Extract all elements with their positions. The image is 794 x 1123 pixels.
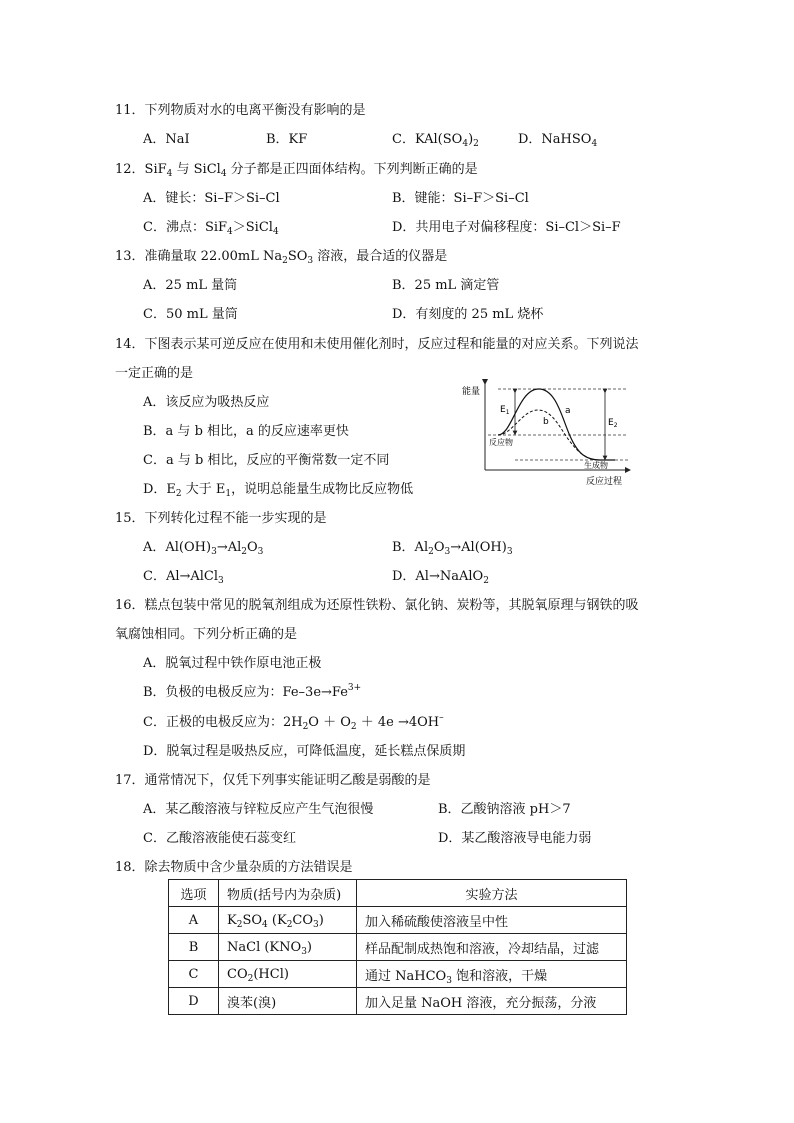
curve-a-label: a — [565, 406, 571, 416]
q14-stem-line1: 14．下图表示某可逆反应在使用和未使用催化剂时，反应过程和能量的对应关系。下列说法 — [115, 337, 639, 352]
q16-stem-line2: 氧腐蚀相同。下列分析正确的是 — [115, 627, 298, 642]
q14-option-d: D．$E_2$ 大于 $E_1$，说明总能量生成物比反应物低 — [143, 482, 414, 499]
x-axis-label: 反应过程 — [586, 477, 623, 487]
q11-stem: 11．下列物质对水的电离平衡没有影响的是 — [115, 103, 366, 118]
row-option: B — [169, 934, 219, 961]
q16-stem-line1: 16．糕点包装中常见的脱氧剂组成为还原性铁粉、氯化钠、炭粉等，其脱氧原理与钢铁的吸 — [115, 598, 639, 613]
q15-option-d: D．Al→NaAlO$_2$ — [392, 569, 489, 586]
row-option: D — [169, 988, 219, 1015]
header-substance: 物质(括号内为杂质) — [219, 880, 357, 907]
q16-option-d: D．脱氧过程是吸热反应，可降低温度，延长糕点保质期 — [143, 744, 466, 759]
row-method: 加入稀硫酸使溶液呈中性 — [357, 907, 627, 934]
table-row — [169, 934, 627, 961]
q12-option-a: A．键长：Si–F＞Si–Cl — [143, 191, 280, 206]
q16-option-c: C．正极的电极反应为：$2H_2O + O_2 + 4e \to 4OH^-$ — [143, 713, 444, 732]
q11-option-b: B．KF — [266, 132, 308, 147]
q13-option-d: D．有刻度的 25 mL 烧杯 — [392, 307, 544, 322]
q17-option-c: C．乙酸溶液能使石蕊变红 — [143, 831, 296, 846]
e2-label: $E_2$ — [608, 418, 618, 429]
q16-option-a: A．脱氧过程中铁作原电池正极 — [143, 656, 322, 671]
q11-option-a: A．NaI — [143, 132, 190, 147]
q15-stem: 15．下列转化过程不能一步实现的是 — [115, 511, 327, 526]
q13-option-a: A．25 mL 量筒 — [143, 278, 238, 293]
q17-option-b: B．乙酸钠溶液 pH＞7 — [438, 802, 571, 817]
row-method: 通过 NaHCO$_3$ 饱和溶液，干燥 — [357, 961, 627, 988]
row-substance: $K_2SO_4$ $(K_2CO_3)$ — [219, 907, 357, 934]
product-label: 生成物 — [584, 461, 608, 470]
y-axis-label: 能量 — [462, 387, 481, 397]
q17-option-a: A．某乙酸溶液与锌粒反应产生气泡很慢 — [143, 802, 374, 817]
q15-option-c: C．Al→AlCl$_3$ — [143, 569, 224, 586]
q17-stem: 17．通常情况下，仅凭下列事实能证明乙酸是弱酸的是 — [115, 773, 431, 788]
energy-diagram — [460, 378, 635, 490]
q12-option-b: B．键能：Si–F＞Si–Cl — [392, 191, 529, 206]
q13-option-c: C．50 mL 量筒 — [143, 307, 238, 322]
row-method: 样品配制成热饱和溶液，冷却结晶，过滤 — [357, 934, 627, 961]
q18-stem: 18．除去物质中含少量杂质的方法错误是 — [115, 860, 353, 875]
q12-stem: 12．SiF$_4$ 与 SiCl$_4$ 分子都是正四面体结构。下列判断正确的是 — [115, 162, 478, 179]
q14-option-b: B．a 与 b 相比，a 的反应速率更快 — [143, 424, 349, 439]
q14-option-a: A．该反应为吸热反应 — [143, 395, 270, 410]
q15-option-a: A．$Al(OH)_3\to Al_2O_3$ — [143, 540, 264, 557]
table-row — [169, 961, 627, 988]
header-method: 实验方法 — [357, 880, 627, 907]
q12-option-d: D．共用电子对偏移程度：Si–Cl＞Si–F — [392, 220, 621, 235]
row-substance: NaCl $(KNO_3)$ — [219, 934, 357, 961]
q15-option-b: B．$Al_2O_3\to Al(OH)_3$ — [392, 540, 513, 557]
q11-option-c: C．$KAl(SO_4)_2$ — [392, 132, 479, 149]
row-substance: $CO_2(HCl)$ — [219, 961, 357, 988]
table-header-row — [169, 880, 627, 907]
q13-stem: 13．准确量取 22.00mL $Na_2SO_3$ 溶液，最合适的仪器是 — [115, 249, 448, 266]
q17-option-d: D．某乙酸溶液导电能力弱 — [438, 831, 592, 846]
header-option: 选项 — [169, 880, 219, 907]
row-method: 加入足量 NaOH 溶液，充分振荡，分液 — [357, 988, 627, 1015]
reactant-label: 反应物 — [489, 438, 513, 447]
row-substance: 溴苯(溴) — [219, 988, 357, 1015]
q18-table — [168, 879, 627, 1015]
curve-b-label: b — [543, 417, 549, 427]
table-row — [169, 988, 627, 1015]
q14-option-c: C．a 与 b 相比，反应的平衡常数一定不同 — [143, 453, 390, 468]
table-row — [169, 907, 627, 934]
q12-option-c: C．沸点：SiF$_4$＞SiCl$_4$ — [143, 220, 279, 237]
row-option: A — [169, 907, 219, 934]
row-option: C — [169, 961, 219, 988]
e1-label: $E_1$ — [500, 405, 510, 416]
q16-option-b: B．负极的电极反应为：$Fe-3e\to Fe^{3+}$ — [143, 683, 362, 700]
q13-option-b: B．25 mL 滴定管 — [392, 278, 500, 293]
q14-stem-line2: 一定正确的是 — [115, 366, 194, 381]
q11-option-d: D．NaHSO$_4$ — [518, 132, 598, 149]
